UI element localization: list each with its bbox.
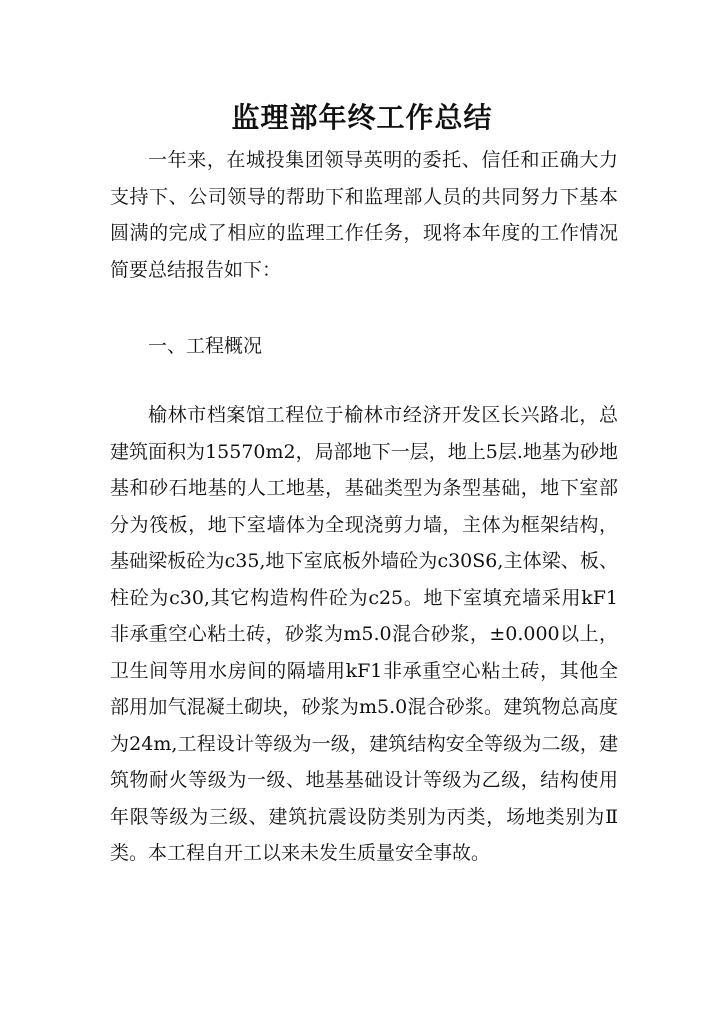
section-heading-overview: 一、工程概况 (148, 335, 263, 357)
document-title: 监理部年终工作总结 (231, 101, 493, 134)
overview-paragraph: 榆林市档案馆工程位于榆林市经济开发区长兴路北，总建筑面积为15570m2，局部地下一层，地上5层.地基为砂地基和砂石地基的人工地基，基础类型为条型基础，地下室部分为筏板，地下室墙体为全现浇剪力墙，主体为框架结构，基础梁板砼为c35,地下室底板外墙砼为c30S6,主体梁、板、柱砼为c30,其它构造构件砼为c25。地下室填充墙采用kF1非承重空心粘土砖，砂浆为m5.0混合砂浆，±0.000以上，卫生间等用水房间的隔墙用kF1非承重空心粘土砖，其他全部用加气混凝土砌块，砂浆为m5.0混合砂浆。建筑物总高度为24m,工程设计等级为一级，建筑结构安全等级为二级，建筑物耐火等级为一级、地基基础设计等级为乙级，结构使用年限等级为三级、建筑抗震设防类别为丙类，场地类别为Ⅱ类。本工程自开工以来未发生质量安全事故。 (110, 404, 618, 864)
intro-paragraph: 一年来，在城投集团领导英明的委托、信任和正确大力支持下、公司领导的帮助下和监理部人员的共同努力下基本圆满的完成了相应的监理工作任务，现将本年度的工作情况简要总结报告如下： (110, 149, 618, 281)
